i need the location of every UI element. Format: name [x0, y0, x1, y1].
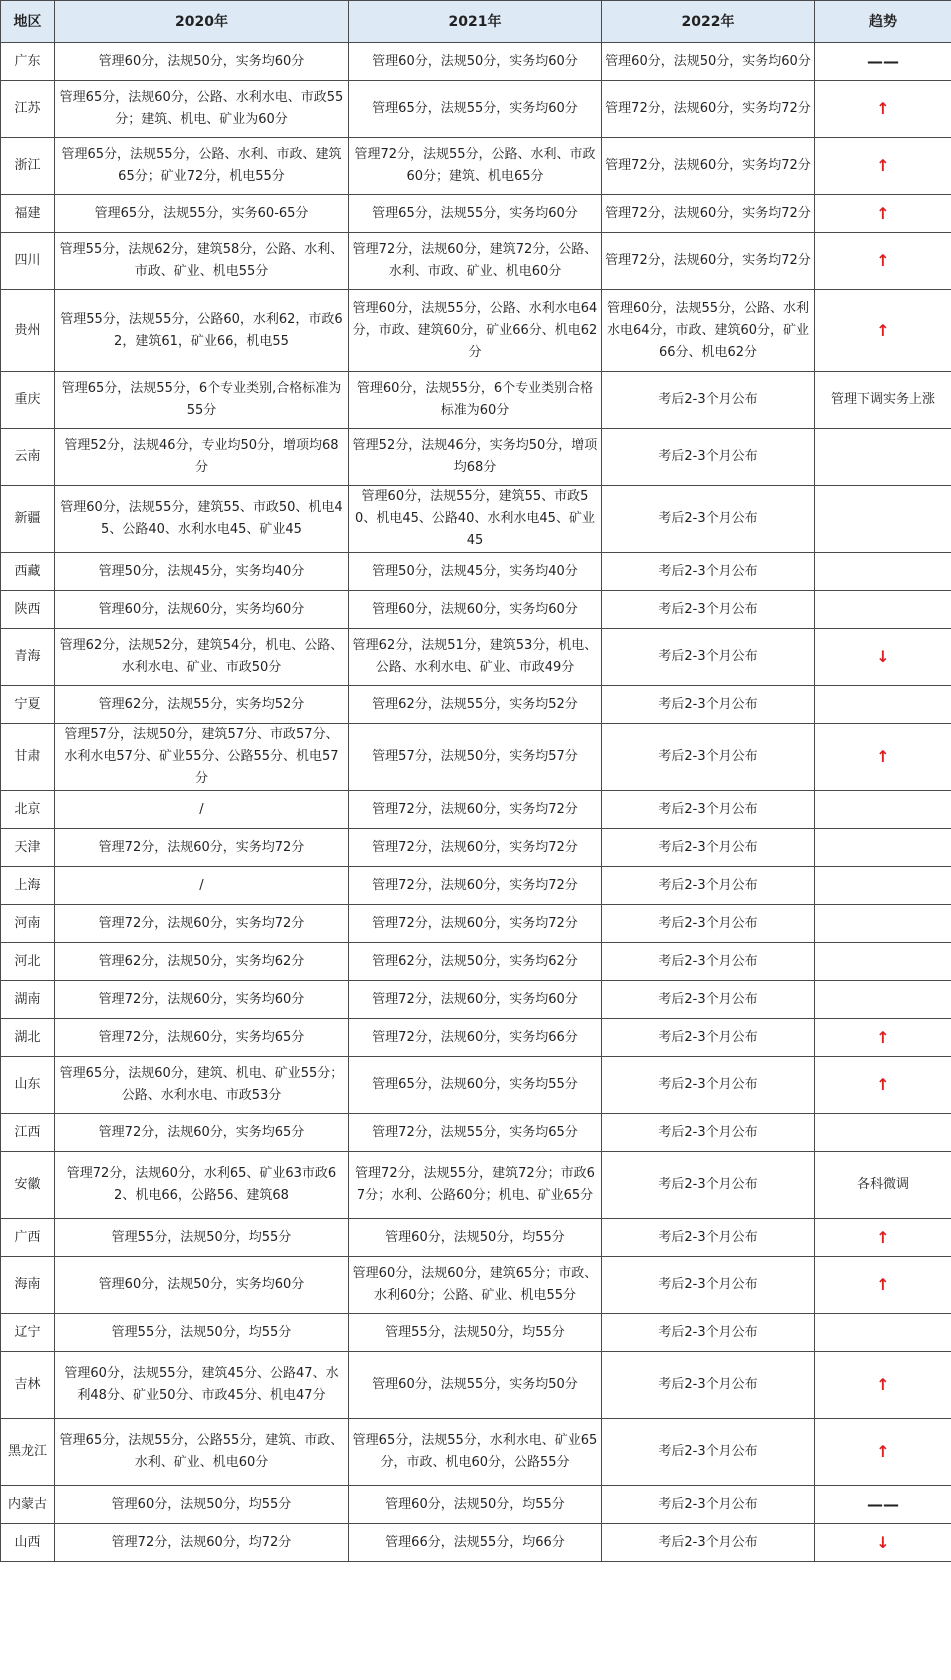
table-row [1, 1257, 951, 1314]
region-cell: 浙江 [1, 138, 55, 195]
table-row [1, 905, 951, 943]
score-2022-cell: 考后2-3个月公布 [602, 1057, 815, 1114]
score-2021-cell: 管理50分，法规45分，实务均40分 [349, 553, 602, 591]
score-2021-cell: 管理66分，法规55分，均66分 [349, 1524, 602, 1562]
score-2020-cell: 管理65分，法规55分，公路、水利、市政、建筑65分；矿业72分，机电55分 [55, 138, 349, 195]
region-cell: 西藏 [1, 553, 55, 591]
score-2022-cell: 考后2-3个月公布 [602, 943, 815, 981]
region-cell: 河南 [1, 905, 55, 943]
region-cell: 河北 [1, 943, 55, 981]
table-row [1, 1219, 951, 1257]
table-row [1, 486, 951, 553]
trend-cell: ↑ [815, 724, 951, 791]
score-2020-cell: 管理62分，法规55分，实务均52分 [55, 686, 349, 724]
score-2022-cell: 考后2-3个月公布 [602, 486, 815, 553]
header-2021: 2021年 [349, 1, 602, 43]
header-2022: 2022年 [602, 1, 815, 43]
score-2022-cell: 考后2-3个月公布 [602, 1352, 815, 1419]
table-row [1, 1486, 951, 1524]
score-2022-cell: 考后2-3个月公布 [602, 1257, 815, 1314]
table-row [1, 372, 951, 429]
score-2022-cell: 管理72分，法规60分，实务均72分 [602, 138, 815, 195]
region-cell: 黑龙江 [1, 1419, 55, 1486]
score-2022-cell: 考后2-3个月公布 [602, 1524, 815, 1562]
score-2022-cell: 考后2-3个月公布 [602, 591, 815, 629]
score-2020-cell: 管理65分，法规55分，6个专业类别,合格标准为55分 [55, 372, 349, 429]
region-cell: 天津 [1, 829, 55, 867]
table-row [1, 724, 951, 791]
score-2020-cell: 管理65分，法规60分，建筑、机电、矿业55分；公路、水利水电、市政53分 [55, 1057, 349, 1114]
score-2021-cell: 管理57分，法规50分，实务均57分 [349, 724, 602, 791]
region-cell: 四川 [1, 233, 55, 290]
trend-cell [815, 791, 951, 829]
score-2020-cell: 管理55分，法规55分，公路60，水利62，市政62，建筑61，矿业66，机电55 [55, 290, 349, 372]
score-2022-cell: 考后2-3个月公布 [602, 829, 815, 867]
score-2020-cell: 管理62分，法规52分，建筑54分，机电、公路、水利水电、矿业、市政50分 [55, 629, 349, 686]
score-2020-cell: 管理72分，法规60分，均72分 [55, 1524, 349, 1562]
header-2020: 2020年 [55, 1, 349, 43]
score-2021-cell: 管理60分，法规55分，建筑55、市政50、机电45、公路40、水利水电45、矿业45 [349, 486, 602, 553]
score-2021-cell: 管理62分，法规50分，实务均62分 [349, 943, 602, 981]
score-2022-cell: 考后2-3个月公布 [602, 1019, 815, 1057]
score-2022-cell: 考后2-3个月公布 [602, 686, 815, 724]
trend-cell [815, 867, 951, 905]
score-2022-cell: 考后2-3个月公布 [602, 791, 815, 829]
table-row [1, 1419, 951, 1486]
table-row [1, 429, 951, 486]
region-cell: 云南 [1, 429, 55, 486]
region-cell: 青海 [1, 629, 55, 686]
table-row [1, 1524, 951, 1562]
score-2020-cell: 管理65分，法规55分，公路55分，建筑、市政、水利、矿业、机电60分 [55, 1419, 349, 1486]
region-cell: 新疆 [1, 486, 55, 553]
score-2020-cell: 管理60分，法规50分，实务均60分 [55, 1257, 349, 1314]
table-row [1, 81, 951, 138]
score-2020-cell: 管理72分，法规60分，实务均65分 [55, 1114, 349, 1152]
score-2020-cell: 管理60分，法规50分，均55分 [55, 1486, 349, 1524]
score-2022-cell: 考后2-3个月公布 [602, 429, 815, 486]
score-2020-cell: 管理52分，法规46分，专业均50分，增项均68分 [55, 429, 349, 486]
score-2020-cell: / [55, 867, 349, 905]
table-row [1, 791, 951, 829]
table-row [1, 290, 951, 372]
score-2020-cell: 管理55分，法规62分，建筑58分，公路、水利、市政、矿业、机电55分 [55, 233, 349, 290]
score-2021-cell: 管理52分，法规46分，实务均50分，增项均68分 [349, 429, 602, 486]
score-2020-cell: 管理55分，法规50分，均55分 [55, 1219, 349, 1257]
trend-cell [815, 905, 951, 943]
table-row [1, 195, 951, 233]
score-2020-cell: / [55, 791, 349, 829]
trend-cell [815, 1114, 951, 1152]
score-2021-cell: 管理62分，法规55分，实务均52分 [349, 686, 602, 724]
region-cell: 安徽 [1, 1152, 55, 1219]
score-2021-cell: 管理60分，法规50分，均55分 [349, 1219, 602, 1257]
region-cell: 海南 [1, 1257, 55, 1314]
region-cell: 湖南 [1, 981, 55, 1019]
region-cell: 宁夏 [1, 686, 55, 724]
header-trend: 趋势 [815, 1, 951, 43]
score-2022-cell: 管理72分，法规60分，实务均72分 [602, 195, 815, 233]
trend-cell: ↑ [815, 290, 951, 372]
table-row [1, 553, 951, 591]
table-row [1, 233, 951, 290]
region-cell: 辽宁 [1, 1314, 55, 1352]
score-2021-cell: 管理60分，法规55分，公路、水利水电64分，市政、建筑60分，矿业66分、机电62分 [349, 290, 602, 372]
trend-cell: 各科微调 [815, 1152, 951, 1219]
region-cell: 江西 [1, 1114, 55, 1152]
score-2020-cell: 管理62分，法规50分，实务均62分 [55, 943, 349, 981]
region-cell: 甘肃 [1, 724, 55, 791]
trend-cell [815, 553, 951, 591]
score-2020-cell: 管理55分，法规50分，均55分 [55, 1314, 349, 1352]
score-2021-cell: 管理72分，法规60分，实务均66分 [349, 1019, 602, 1057]
region-cell: 广西 [1, 1219, 55, 1257]
trend-cell [815, 829, 951, 867]
score-2022-cell: 管理60分，法规50分，实务均60分 [602, 43, 815, 81]
trend-cell: —— [815, 43, 951, 81]
score-2022-cell: 考后2-3个月公布 [602, 1419, 815, 1486]
score-2020-cell: 管理60分，法规55分，建筑55、市政50、机电45、公路40、水利水电45、矿业45 [55, 486, 349, 553]
region-cell: 吉林 [1, 1352, 55, 1419]
region-cell: 重庆 [1, 372, 55, 429]
table-row [1, 686, 951, 724]
score-2021-cell: 管理72分，法规60分，建筑72分，公路、水利、市政、矿业、机电60分 [349, 233, 602, 290]
score-2020-cell: 管理72分，法规60分，实务均65分 [55, 1019, 349, 1057]
table-row [1, 1152, 951, 1219]
score-2022-cell: 管理72分，法规60分，实务均72分 [602, 81, 815, 138]
score-2020-cell: 管理72分，法规60分，实务均72分 [55, 829, 349, 867]
trend-cell: ↑ [815, 1352, 951, 1419]
score-2020-cell: 管理60分，法规50分，实务均60分 [55, 43, 349, 81]
trend-cell [815, 981, 951, 1019]
table-row [1, 1019, 951, 1057]
table-row [1, 943, 951, 981]
trend-cell: ↓ [815, 629, 951, 686]
trend-cell: ↑ [815, 1219, 951, 1257]
score-2022-cell: 管理60分，法规55分，公路、水利水电64分，市政、建筑60分，矿业66分、机电62分 [602, 290, 815, 372]
score-2020-cell: 管理57分，法规50分，建筑57分、市政57分、水利水电57分、矿业55分、公路55分、机电57分 [55, 724, 349, 791]
score-2021-cell: 管理60分，法规50分，实务均60分 [349, 43, 602, 81]
trend-cell: ↑ [815, 1057, 951, 1114]
score-2021-cell: 管理60分，法规55分，实务均50分 [349, 1352, 602, 1419]
score-2020-cell: 管理50分，法规45分，实务均40分 [55, 553, 349, 591]
score-2021-cell: 管理65分，法规55分，实务均60分 [349, 81, 602, 138]
score-2022-cell: 考后2-3个月公布 [602, 629, 815, 686]
region-cell: 陕西 [1, 591, 55, 629]
trend-cell: ↑ [815, 1257, 951, 1314]
score-2022-cell: 考后2-3个月公布 [602, 1219, 815, 1257]
score-2021-cell: 管理60分，法规60分，建筑65分；市政、水利60分；公路、矿业、机电55分 [349, 1257, 602, 1314]
region-cell: 山东 [1, 1057, 55, 1114]
score-2022-cell: 管理72分，法规60分，实务均72分 [602, 233, 815, 290]
score-2020-cell: 管理60分，法规55分，建筑45分、公路47、水利48分、矿业50分、市政45分、机电47分 [55, 1352, 349, 1419]
score-2021-cell: 管理60分，法规55分，6个专业类别合格标准为60分 [349, 372, 602, 429]
trend-cell: ↓ [815, 1524, 951, 1562]
region-cell: 广东 [1, 43, 55, 81]
score-2021-cell: 管理62分，法规51分，建筑53分，机电、公路、水利水电、矿业、市政49分 [349, 629, 602, 686]
region-cell: 上海 [1, 867, 55, 905]
score-2021-cell: 管理60分，法规60分，实务均60分 [349, 591, 602, 629]
trend-cell: ↑ [815, 138, 951, 195]
score-2021-cell: 管理72分，法规60分，实务均72分 [349, 905, 602, 943]
trend-cell: ↑ [815, 233, 951, 290]
score-2022-cell: 考后2-3个月公布 [602, 372, 815, 429]
score-2022-cell: 考后2-3个月公布 [602, 724, 815, 791]
trend-cell [815, 1314, 951, 1352]
table-row [1, 629, 951, 686]
score-2020-cell: 管理65分，法规60分，公路、水利水电、市政55分；建筑、机电、矿业为60分 [55, 81, 349, 138]
score-2021-cell: 管理72分，法规55分，建筑72分；市政67分；水利、公路60分；机电、矿业65分 [349, 1152, 602, 1219]
table-header-row [1, 1, 951, 43]
region-cell: 贵州 [1, 290, 55, 372]
score-2021-cell: 管理55分，法规50分，均55分 [349, 1314, 602, 1352]
trend-cell [815, 686, 951, 724]
score-2020-cell: 管理72分，法规60分，水利65、矿业63市政62、机电66，公路56、建筑68 [55, 1152, 349, 1219]
score-2022-cell: 考后2-3个月公布 [602, 1114, 815, 1152]
region-cell: 北京 [1, 791, 55, 829]
region-cell: 湖北 [1, 1019, 55, 1057]
table-row [1, 43, 951, 81]
score-2022-cell: 考后2-3个月公布 [602, 867, 815, 905]
table-row [1, 1114, 951, 1152]
table-row [1, 1314, 951, 1352]
table-row [1, 1057, 951, 1114]
score-2021-cell: 管理65分，法规60分，实务均55分 [349, 1057, 602, 1114]
table-row [1, 591, 951, 629]
table-row [1, 138, 951, 195]
score-2020-cell: 管理72分，法规60分，实务均60分 [55, 981, 349, 1019]
score-2022-cell: 考后2-3个月公布 [602, 1486, 815, 1524]
trend-cell [815, 429, 951, 486]
trend-cell: ↑ [815, 1019, 951, 1057]
trend-cell: —— [815, 1486, 951, 1524]
score-2021-cell: 管理72分，法规60分，实务均72分 [349, 867, 602, 905]
score-2022-cell: 考后2-3个月公布 [602, 905, 815, 943]
score-2020-cell: 管理60分，法规60分，实务均60分 [55, 591, 349, 629]
header-region: 地区 [1, 1, 55, 43]
table-row [1, 1352, 951, 1419]
trend-cell: ↑ [815, 195, 951, 233]
score-2020-cell: 管理65分，法规55分，实务60-65分 [55, 195, 349, 233]
score-2021-cell: 管理72分，法规60分，实务均60分 [349, 981, 602, 1019]
trend-cell: ↑ [815, 81, 951, 138]
region-cell: 山西 [1, 1524, 55, 1562]
region-cell: 内蒙古 [1, 1486, 55, 1524]
score-2022-cell: 考后2-3个月公布 [602, 1314, 815, 1352]
score-2021-cell: 管理60分，法规50分，均55分 [349, 1486, 602, 1524]
score-2021-cell: 管理72分，法规55分，实务均65分 [349, 1114, 602, 1152]
region-cell: 江苏 [1, 81, 55, 138]
region-cell: 福建 [1, 195, 55, 233]
trend-cell [815, 943, 951, 981]
score-2022-cell: 考后2-3个月公布 [602, 1152, 815, 1219]
table-row [1, 981, 951, 1019]
table-row [1, 867, 951, 905]
trend-cell: 管理下调实务上涨 [815, 372, 951, 429]
score-2022-cell: 考后2-3个月公布 [602, 981, 815, 1019]
score-2021-cell: 管理72分，法规60分，实务均72分 [349, 791, 602, 829]
trend-cell: ↑ [815, 1419, 951, 1486]
score-2021-cell: 管理72分，法规55分，公路、水利、市政60分；建筑、机电65分 [349, 138, 602, 195]
trend-cell [815, 591, 951, 629]
score-2021-cell: 管理65分，法规55分，水利水电、矿业65分，市政、机电60分，公路55分 [349, 1419, 602, 1486]
score-2020-cell: 管理72分，法规60分，实务均72分 [55, 905, 349, 943]
score-2021-cell: 管理72分，法规60分，实务均72分 [349, 829, 602, 867]
score-2022-cell: 考后2-3个月公布 [602, 553, 815, 591]
table-row [1, 829, 951, 867]
score-2021-cell: 管理65分，法规55分，实务均60分 [349, 195, 602, 233]
trend-cell [815, 486, 951, 553]
